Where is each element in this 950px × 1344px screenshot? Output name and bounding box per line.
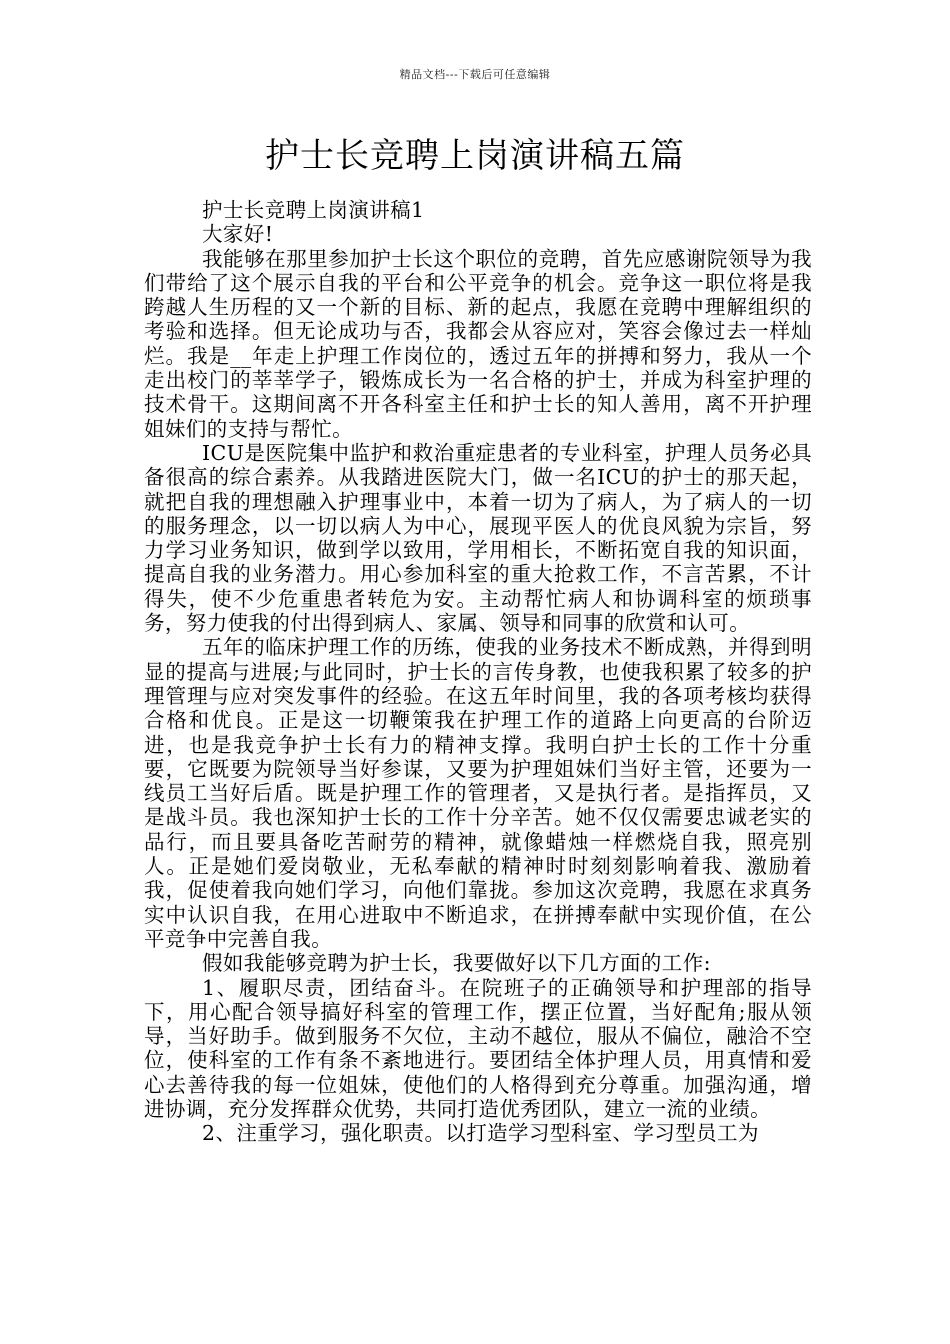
greeting: 大家好! — [202, 222, 274, 247]
body-paragraph: ICU是医院集中监护和救治重症患者的专业科室，护理人员务必具备很高的综合素养。从我踏进医院大门，做一名ICU的护士的那天起，就把自我的理想融入护理事业中，本着一切为了病人，为了病人的一切的服务理念，以一切以病人为中心，展现平医人的优良风貌为宗旨，努力学习业务知识，做到学以致用，学用相长，不断拓宽自我的知识面，提高自我的业务潜力。用心参加科室的重大抢救工作，不言苦累，不计得失，使不少危重患者转危为安。主动帮忙病人和协调科室的烦琐事务，努力使我的付出得到病人、家属、领导和同事的欣赏和认可。 — [144, 440, 812, 636]
document-title: 护士长竞聘上岗演讲稿五篇 — [265, 136, 685, 176]
body-paragraph: 我能够在那里参加护士长这个职位的竞聘，首先应感谢院领导为我们带给了这个展示自我的平台和公平竞争的机会。竞争这一职位将是我跨越人生历程的又一个新的目标、新的起点，我愿在竞聘中理解组织的考验和选择。但无论成功与否，我都会从容应对，笑容会像过去一样灿烂。我是__年走上护理工作岗位的，透过五年的拼搏和努力，我从一个走出校门的莘莘学子，锻炼成长为一名合格的护士，并成为科室护理的技术骨干。这期间离不开各科室主任和护士长的知人善用，离不开护理姐妹们的支持与帮忙。 — [144, 246, 812, 441]
body-paragraph: 五年的临床护理工作的历练，使我的业务技术不断成熟，并得到明显的提高与进展;与此同时，护士长的言传身教，也使我积累了较多的护理管理与应对突发事件的经验。在这五年时间里，我的各项考核均获得合格和优良。正是这一切鞭策我在护理工作的道路上向更高的台阶迈进，也是我竞争护士长有力的精神支撑。我明白护士长的工作十分重要，它既要为院领导当好参谋，又要为护理姐妹们当好主管，还要为一线员工当好后盾。既是护理工作的管理者，又是执行者。是指挥员，又是战斗员。我也深知护士长的工作十分辛苦。她不仅仅需要忠诚老实的品行，而且要具备吃苦耐劳的精神，就像蜡烛一样燃烧自我，照亮别人。正是她们爱岗敬业，无私奉献的精神时时刻刻影响着我、激励着我，促使着我向她们学习，向他们靠拢。参加这次竞聘，我愿在求真务实中认识自我，在用心进取中不断追求，在拼搏奉献中实现价值，在公平竞争中完善自我。 — [144, 635, 812, 951]
body-paragraph: 假如我能够竞聘为护士长，我要做好以下几方面的工作: — [202, 951, 711, 976]
header-note: 精品文档---下载后可任意编辑 — [399, 68, 551, 81]
body-paragraph: 1、履职尽责，团结奋斗。在院班子的正确领导和护理部的指导下，用心配合领导搞好科室的管理工作，摆正位置，当好配角;服从领导，当好助手。做到服务不欠位，主动不越位，服从不偏位，融洽不空位，使科室的工作有条不紊地进行。要团结全体护理人员，用真情和爱心去善待我的每一位姐妹，使他们的人格得到充分尊重。加强沟通，增进协调，充分发挥群众优势，共同打造优秀团队，建立一流的业绩。 — [144, 975, 812, 1121]
body-paragraph: 2、注重学习，强化职责。以打造学习型科室、学习型员工为 — [202, 1121, 759, 1146]
speech-heading: 护士长竞聘上岗演讲稿1 — [202, 198, 425, 222]
document-body — [144, 198, 812, 1146]
